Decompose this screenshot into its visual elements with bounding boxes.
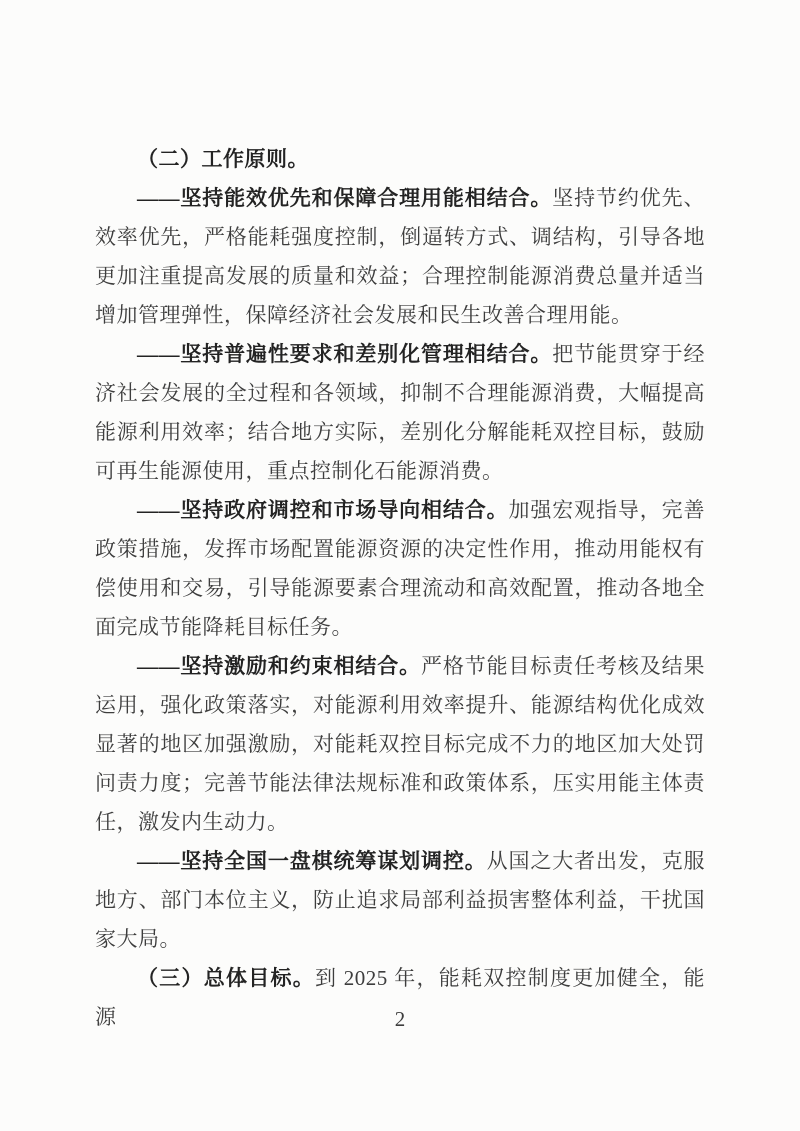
paragraph-lead: （三）总体目标。 xyxy=(137,966,315,990)
paragraph-lead: ——坚持能效优先和保障合理用能相结合。 xyxy=(137,186,553,210)
paragraph-universal-requirements xyxy=(95,335,705,491)
section-heading-text: （二）工作原则。 xyxy=(137,147,309,171)
paragraph-energy-efficiency xyxy=(95,179,705,335)
paragraph-lead: ——坚持全国一盘棋统筹谋划调控。 xyxy=(137,849,487,873)
paragraph-lead: ——坚持政府调控和市场导向相结合。 xyxy=(137,498,509,522)
paragraph-body: 从国之大者出发，克服地方、部门本位主义，防止追求局部利益损害整体利益，干扰国家大局。 xyxy=(95,849,705,951)
paragraph-lead: ——坚持普遍性要求和差别化管理相结合。 xyxy=(137,342,553,366)
paragraph-body: 到 2025 年，能耗双控制度更加健全，能源 xyxy=(95,966,705,1029)
paragraph-body: 加强宏观指导，完善政策措施，发挥市场配置能源资源的决定性作用，推动用能权有偿使用和交易，引导能源要素合理流动和高效配置，推动各地全面完成节能降耗目标任务。 xyxy=(95,498,705,639)
paragraph-body: 把节能贯穿于经济社会发展的全过程和各领域，抑制不合理能源消费，大幅提高能源利用效率；结合地方实际，差别化分解能耗双控目标，鼓励可再生能源使用，重点控制化石能源消费。 xyxy=(95,342,705,483)
paragraph-government-market xyxy=(95,491,705,647)
paragraph-incentive-constraint xyxy=(95,647,705,842)
section-heading xyxy=(95,140,705,179)
paragraph-body: 严格节能目标责任考核及结果运用，强化政策落实，对能源利用效率提升、能源结构优化成效显著的地区加强激励，对能耗双控目标完成不力的地区加大处罚问责力度；完善节能法律法规标准和政策体系，压实用能主体责任，激发内生动力。 xyxy=(95,654,705,834)
document-body xyxy=(95,140,705,1037)
paragraph-national-coordination xyxy=(95,842,705,959)
paragraph-lead: ——坚持激励和约束相结合。 xyxy=(137,654,421,678)
page-number: 2 xyxy=(394,1007,406,1031)
paragraph-body: 坚持节约优先、效率优先，严格能耗强度控制，倒逼转方式、调结构，引导各地更加注重提高发展的质量和效益；合理控制能源消费总量并适当增加管理弹性，保障经济社会发展和民生改善合理用能。 xyxy=(95,186,705,327)
